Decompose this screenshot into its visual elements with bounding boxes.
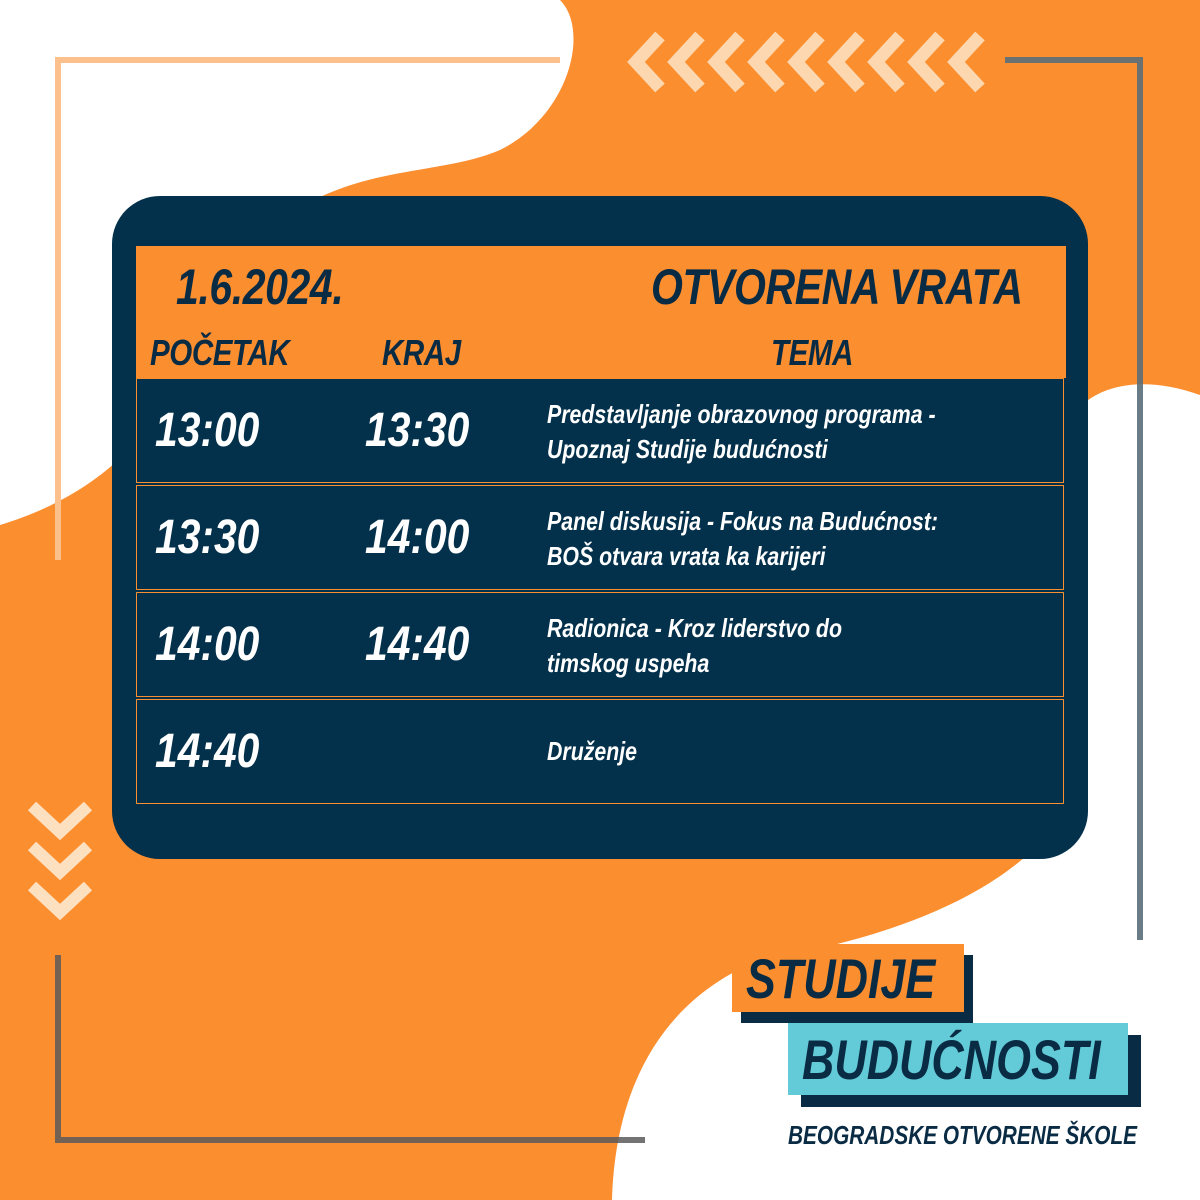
column-header-start: POČETAK: [150, 332, 290, 373]
row-start-time: 14:00: [155, 618, 260, 671]
row-topic-line1: Druženje: [547, 736, 638, 766]
schedule-card: [112, 196, 1088, 859]
logo-line1: STUDIJE: [746, 947, 936, 1010]
event-date: 1.6.2024.: [176, 259, 344, 315]
logo-line1-box: [732, 944, 964, 1012]
row-end-time: 13:30: [365, 404, 470, 457]
row-topic: [547, 611, 1006, 681]
row-end-time: 14:40: [365, 618, 470, 671]
row-start-time: 14:40: [155, 725, 260, 778]
row-topic: [547, 734, 1006, 769]
row-topic-line1: Predstavljanje obrazovnog programa -: [547, 399, 936, 429]
logo-subtitle: BEOGRADSKE OTVORENE ŠKOLE: [788, 1120, 1138, 1150]
schedule-row: [136, 592, 1064, 697]
row-start-time: 13:30: [155, 511, 260, 564]
row-topic-line2: timskog uspeha: [547, 648, 710, 678]
row-end-time: 14:00: [365, 511, 470, 564]
row-topic-line1: Panel diskusija - Fokus na Budućnost:: [547, 506, 938, 536]
column-header-end: KRAJ: [382, 332, 461, 373]
column-header-topic: TEMA: [771, 332, 853, 373]
row-topic: [547, 397, 1006, 467]
schedule-row: [136, 699, 1064, 804]
row-topic: [547, 504, 1006, 574]
logo-line2-box: [788, 1023, 1128, 1095]
logo-line2: BUDUĆNOSTI: [802, 1028, 1101, 1091]
schedule-row: [136, 485, 1064, 590]
event-title: OTVORENA VRATA: [651, 259, 1023, 315]
schedule-header: [136, 246, 1066, 378]
row-topic-line2: BOŠ otvara vrata ka karijeri: [547, 541, 826, 571]
row-start-time: 13:00: [155, 404, 260, 457]
row-topic-line1: Radionica - Kroz liderstvo do: [547, 613, 842, 643]
row-topic-line2: Upoznaj Studije budućnosti: [547, 434, 828, 464]
schedule-row: [136, 378, 1064, 483]
